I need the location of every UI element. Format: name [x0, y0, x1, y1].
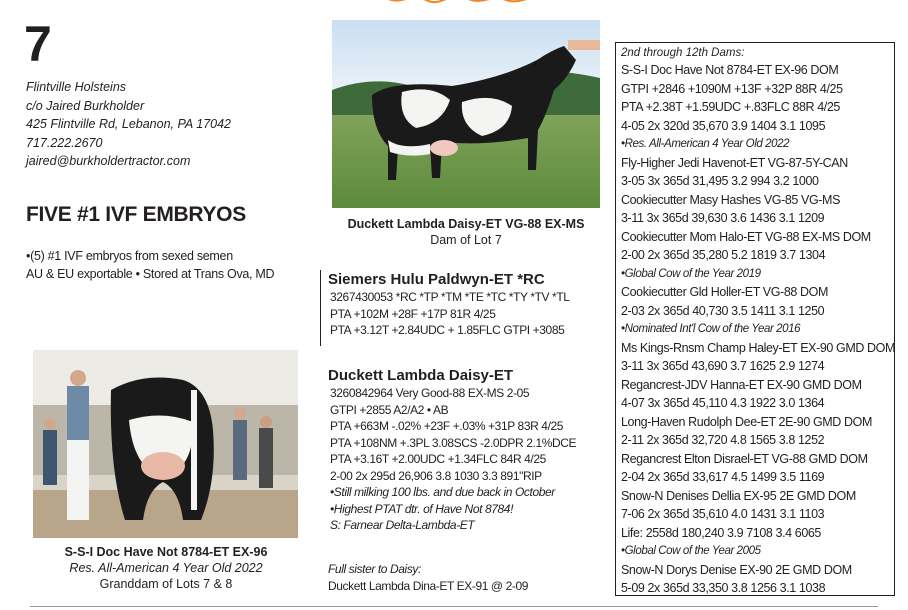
dam-note: •Highest PTAT dtr. of Have Not 8784!: [330, 501, 513, 516]
dam-award: •Global Cow of the Year 2005: [621, 545, 761, 557]
dam-row: 2-03 2x 365d 40,730 3.5 1411 3.1 1250: [621, 303, 825, 318]
bottom-rule: [30, 606, 878, 607]
dam-line: 3260842964 Very Good-88 EX-MS 2-05: [330, 386, 530, 400]
dam-award: •Nominated Int'l Cow of the Year 2016: [621, 323, 801, 335]
dam-row: GTPI +2846 +1090M +13F +32P 88R 4/25: [621, 81, 843, 96]
lot-headline: FIVE #1 IVF EMBRYOS: [26, 203, 246, 226]
bullet-line: AU & EU exportable • Stored at Trans Ova, MD: [26, 266, 275, 281]
dam-row: Snow-N Dorys Denise EX-90 2E GMD DOM: [621, 562, 852, 577]
dam-row: Cookiecutter Masy Hashes VG-85 VG-MS: [621, 192, 841, 207]
dam-line: 2-00 2x 295d 26,906 3.8 1030 3.3 891"RIP: [330, 468, 542, 483]
sire-divider: [320, 270, 321, 346]
dam-row: Regancrest-JDV Hanna-ET EX-90 GMD DOM: [621, 377, 862, 392]
dam-row: S-S-I Doc Have Not 8784-ET EX-96 DOM: [621, 63, 839, 77]
lot-bullets: [26, 248, 274, 283]
dams-header: 2nd through 12th Dams:: [621, 47, 745, 59]
dam-line: PTA +3.16T +2.00UDC +1.34FLC 84R 4/25: [330, 452, 546, 466]
contact-phone[interactable]: 717.222.2670: [26, 135, 103, 150]
dam-row: 7-06 2x 365d 35,610 4.0 1431 3.1 1103: [621, 507, 825, 521]
full-sister-name: Duckett Lambda Dina-ET EX-91 @ 2-09: [328, 578, 529, 593]
caption-name: Duckett Lambda Daisy-ET VG-88 EX-MS: [347, 217, 585, 231]
dam-row: Cookiecutter Mom Halo-ET VG-88 EX-MS DOM: [621, 229, 871, 244]
dam-row: PTA +2.38T +1.59UDC +.83FLC 88R 4/25: [621, 100, 840, 114]
dam-award: •Res. All-American 4 Year Old 2022: [621, 138, 790, 150]
dam-name: Duckett Lambda Daisy-ET: [328, 367, 514, 384]
granddam-photo: [33, 350, 298, 538]
dam-row: 2-11 2x 365d 32,720 4.8 1565 3.8 1252: [621, 433, 825, 447]
sire-line: 3267430053 *RC *TP *TM *TE *TC *TY *TV *TL: [330, 290, 570, 304]
sire-name: Siemers Hulu Paldwyn-ET *RC: [328, 271, 545, 288]
contact-line: c/o Jaired Burkholder: [26, 98, 145, 113]
contact-line: Flintville Holsteins: [26, 80, 127, 94]
dam-sire-note: S: Farnear Delta-Lambda-ET: [330, 518, 475, 532]
dam-row: Snow-N Denises Dellia EX-95 2E GMD DOM: [621, 488, 856, 503]
dam-row: 3-11 3x 365d 39,630 3.6 1436 3.1 1209: [621, 211, 825, 225]
dam-line: PTA +108NM +.3PL 3.08SCS -2.0DPR 2.1%DCE: [330, 435, 577, 450]
dam-row: Cookiecutter Gld Holler-ET VG-88 DOM: [621, 285, 828, 299]
sire-line: PTA +3.12T +2.84UDC + 1.85FLC GTPI +3085: [330, 323, 565, 337]
caption-sub: Dam of Lot 7: [430, 233, 502, 247]
header-script-decoration: [340, 0, 570, 8]
dam-line: PTA +663M -.02% +23F +.03% +31P 83R 4/25: [330, 419, 564, 433]
dam-row: 5-09 2x 365d 33,350 3.8 1256 3.1 1038: [621, 581, 826, 595]
dam-photo: [332, 20, 600, 208]
dam-row: 4-07 3x 365d 45,110 4.3 1922 3.0 1364: [621, 396, 825, 410]
dam-award: •Global Cow of the Year 2019: [621, 267, 761, 280]
dam-row: Regancrest Elton Disrael-ET VG-88 GMD DOM: [621, 451, 868, 466]
dam-row: 3-11 3x 365d 43,690 3.7 1625 2.9 1274: [621, 359, 825, 373]
dams-rows: [621, 61, 894, 598]
dam-note: •Still milking 100 lbs. and due back in October: [330, 485, 555, 499]
sire-line: PTA +102M +28F +17P 81R 4/25: [330, 306, 496, 321]
contact-line: 425 Flintville Rd, Lebanon, PA 17042: [26, 117, 231, 131]
dam-row: Long-Haven Rudolph Dee-ET 2E-90 GMD DOM: [621, 414, 872, 429]
dam-row: Ms Kings-Rnsm Champ Haley-ET EX-90 GMD DOM: [621, 340, 896, 355]
lot-number: 7: [24, 16, 52, 72]
caption-award: Res. All-American 4 Year Old 2022: [69, 561, 263, 575]
dam-block: [328, 366, 613, 534]
contact-email[interactable]: jaired@burkholdertractor.com: [26, 154, 191, 168]
caption-name: S-S-I Doc Have Not 8784-ET EX-96: [64, 545, 268, 559]
caption-sub: Granddam of Lots 7 & 8: [99, 577, 233, 591]
dam-row: Fly-Higher Jedi Havenot-ET VG-87-5Y-CAN: [621, 155, 848, 170]
full-sister-label: Full sister to Daisy:: [328, 562, 421, 576]
bullet-line: •(5) #1 IVF embryos from sexed semen: [26, 249, 233, 263]
dam-row: 3-05 3x 365d 31,495 3.2 994 3.2 1000: [621, 174, 819, 188]
sire-block: [328, 270, 613, 339]
consignor-contact: [26, 78, 231, 171]
full-sister: [328, 561, 613, 594]
dam-line: GTPI +2855 A2/A2 • AB: [330, 402, 449, 417]
dam-row: Life: 2558d 180,240 3.9 7108 3.4 6065: [621, 525, 821, 540]
dam-photo-caption: [320, 216, 612, 248]
dam-row: 2-00 2x 365d 35,280 5.2 1819 3.7 1304: [621, 248, 826, 262]
dam-row: 4-05 2x 320d 35,670 3.9 1404 3.1 1095: [621, 118, 826, 133]
granddam-photo-caption: [22, 544, 310, 592]
dams-pedigree-box: [615, 42, 895, 596]
dam-row: 2-04 2x 365d 33,617 4.5 1499 3.5 1169: [621, 470, 825, 484]
